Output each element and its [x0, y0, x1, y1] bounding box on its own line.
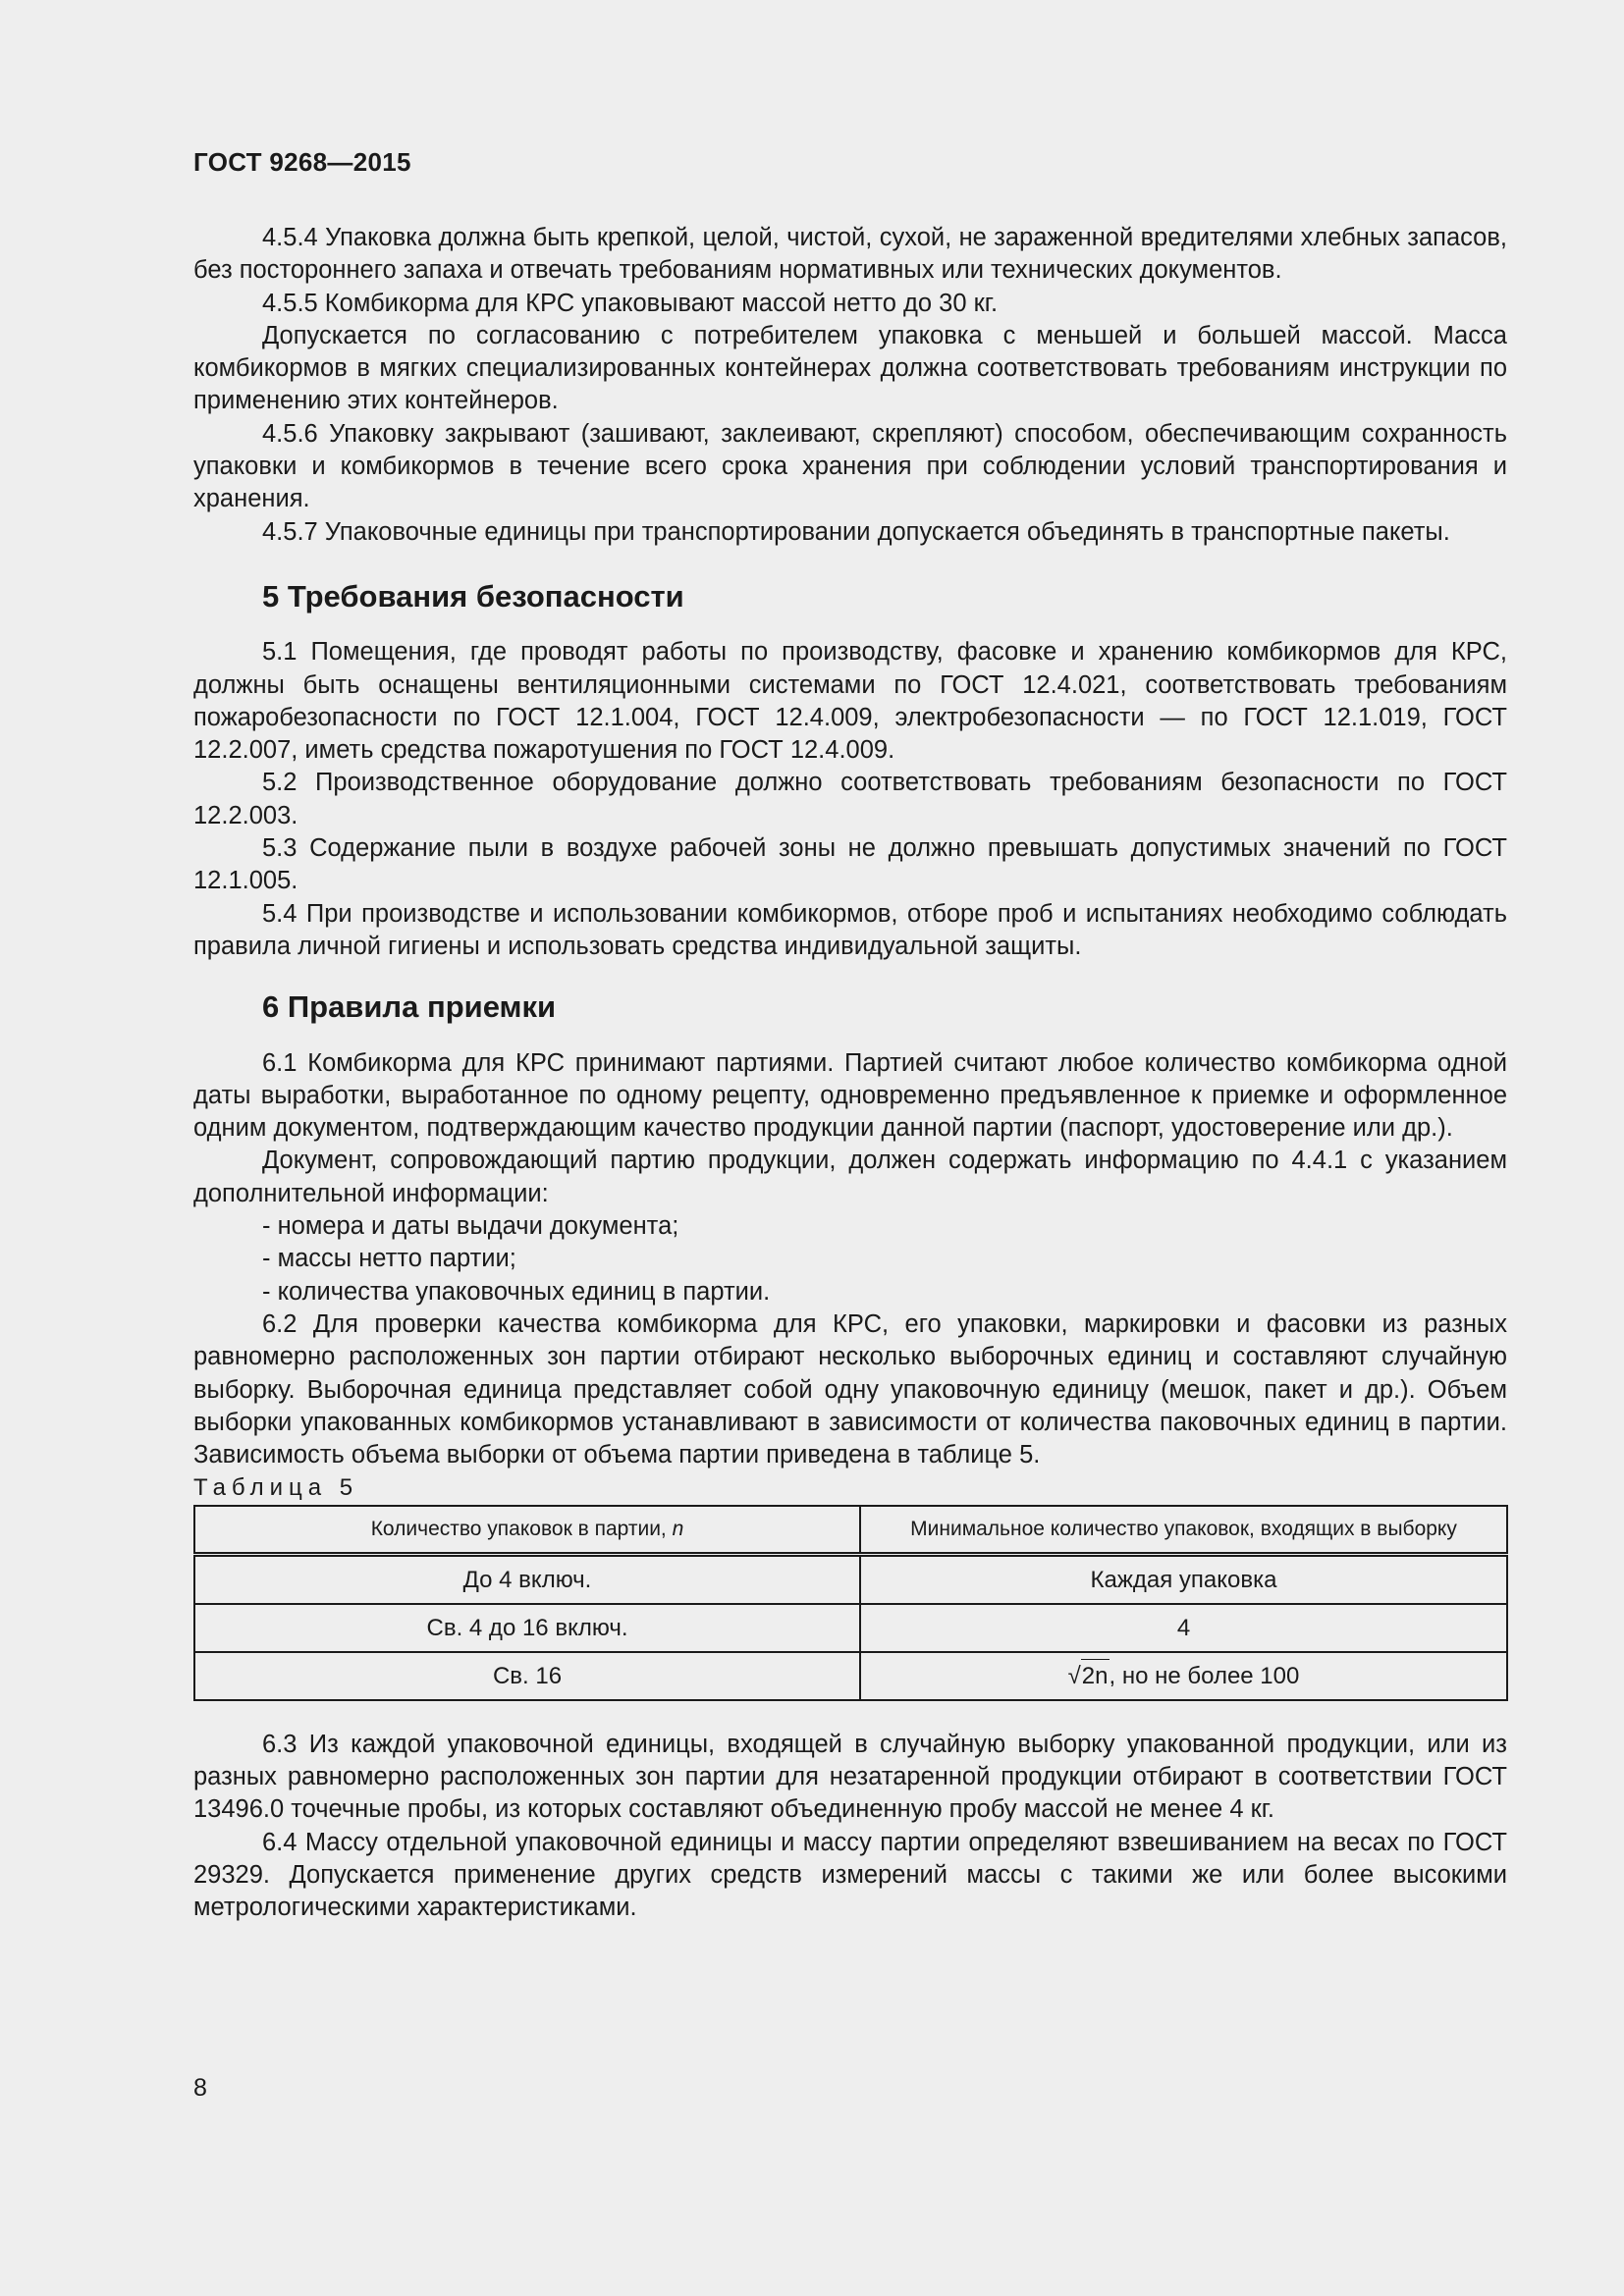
paragraph-6-1: 6.1 Комбикорма для КРС принимают партиями. Партией считают любое количество комбикорма одной даты выработки, выработанное по одному рецепту, одновременно предъявленное к приемке и оформленное одним документом, подтверждающим качество продукции данной партии (паспорт, удостоверение или др.). — [193, 1048, 1507, 1143]
section-5-title: 5 Требования безопасности — [262, 578, 684, 614]
square-root-symbol: √2n — [1068, 1659, 1110, 1692]
paragraph-4-5-5-note: Допускается по согласованию с потребителем упаковка с меньшей и большей массой. Масса комбикормов в мягких специализированных контейнерах должна соответствовать требованиям инструкции по применению этих контейнеров. — [193, 321, 1507, 415]
table-5 — [193, 1505, 1508, 1701]
paragraph-5-4: 5.4 При производстве и использовании комбикормов, отборе проб и испытаниях необходимо соблюдать правила личной гигиены и использовать средства индивидуальной защиты. — [193, 899, 1507, 960]
paragraph-6-1-document: Документ, сопровождающий партию продукции, должен содержать информацию по 4.4.1 с указанием дополнительной информации: — [193, 1147, 1507, 1207]
table-cell: 4 — [860, 1604, 1507, 1652]
table-cell: Св. 4 до 16 включ. — [194, 1604, 860, 1652]
paragraph-4-5-4: 4.5.4 Упаковка должна быть крепкой, целой, чистой, сухой, не зараженной вредителями хлебных запасов, без постороннего запаха и отвечать требованиям нормативных или технических документов. — [193, 224, 1507, 285]
radicand: 2n — [1081, 1659, 1110, 1692]
table-header-row — [194, 1506, 1507, 1555]
table-cell: Каждая упаковка — [860, 1554, 1507, 1604]
list-item: - количества упаковочных единиц в партии. — [262, 1277, 771, 1306]
paragraph-4-5-6: 4.5.6 Упаковку закрывают (зашивают, заклеивают, скрепляют) способом, обеспечивающим сохранность упаковки и комбикормов в течение всего срока хранения при соблюдении условий транспортирования и хранения. — [193, 419, 1507, 513]
paragraph-5-1: 5.1 Помещения, где проводят работы по производству, фасовке и хранению комбикормов для КРС, должны быть оснащены вентиляционными системами по ГОСТ 12.4.021, соответствовать требованиям пожаробезопасности по ГОСТ 12.1.004, ГОСТ 12.4.009, электробезопасности — по ГОСТ 12.1.019, ГОСТ 12.2.007, иметь средства пожаротушения по ГОСТ 12.4.009. — [193, 638, 1507, 765]
table-cell-text: , но не более 100 — [1109, 1663, 1300, 1690]
section-6-title: 6 Правила приемки — [262, 989, 557, 1025]
table-row — [194, 1652, 1507, 1700]
paragraph-6-2: 6.2 Для проверки качества комбикорма для КРС, его упаковки, маркировки и фасовки из разных равномерно расположенных зон партии отбирают несколько выборочных единиц и составляют случайную выборку. Выборочная единица представляет собой одну упаковочную единицу (мешок, пакет и др.). Объем выборки упакованных комбикормов устанавливают в зависимости от количества паковочных единиц в партии. Зависимость объема выборки от объема партии приведена в таблице 5. — [193, 1309, 1507, 1469]
table-cell: Св. 16 — [194, 1652, 860, 1700]
document-header: ГОСТ 9268—2015 — [193, 147, 411, 177]
table-header-cell: Количество упаковок в партии, n — [194, 1506, 860, 1555]
list-item: - массы нетто партии; — [262, 1245, 516, 1273]
table-row — [194, 1604, 1507, 1652]
table-cell — [860, 1652, 1507, 1700]
document-body — [193, 222, 1507, 1924]
paragraph-6-4: 6.4 Массу отдельной упаковочной единицы и массу партии определяют взвешиванием на весах по ГОСТ 29329. Допускается применение других средств измерений массы с такими же или более высокими метрологическими характеристиками. — [193, 1828, 1507, 1922]
list-item: - номера и даты выдачи документа; — [262, 1212, 679, 1241]
paragraph-6-3: 6.3 Из каждой упаковочной единицы, входящей в случайную выборку упакованной продукции, или из разных равномерно расположенных зон партии для незатаренной продукции отбирают в соответствии ГОСТ 13496.0 точечные пробы, из которых составляют объединенную пробу массой не менее 4 кг. — [193, 1730, 1507, 1824]
variable-n: n — [672, 1518, 684, 1541]
table-caption: Таблица 5 — [193, 1474, 359, 1502]
paragraph-4-5-5: 4.5.5 Комбикорма для КРС упаковывают массой нетто до 30 кг. — [262, 289, 999, 317]
table-header-cell: Минимальное количество упаковок, входящих в выборку — [860, 1506, 1507, 1555]
paragraph-4-5-7: 4.5.7 Упаковочные единицы при транспортировании допускается объединять в транспортные пакеты. — [262, 517, 1450, 546]
paragraph-5-3: 5.3 Содержание пыли в воздухе рабочей зоны не должно превышать допустимых значений по ГОСТ 12.1.005. — [193, 834, 1507, 895]
paragraph-5-2: 5.2 Производственное оборудование должно соответствовать требованиям безопасности по ГОСТ 12.2.003. — [193, 769, 1507, 829]
page-number: 8 — [193, 2074, 207, 2102]
table-cell: До 4 включ. — [194, 1554, 860, 1604]
table-row — [194, 1554, 1507, 1604]
